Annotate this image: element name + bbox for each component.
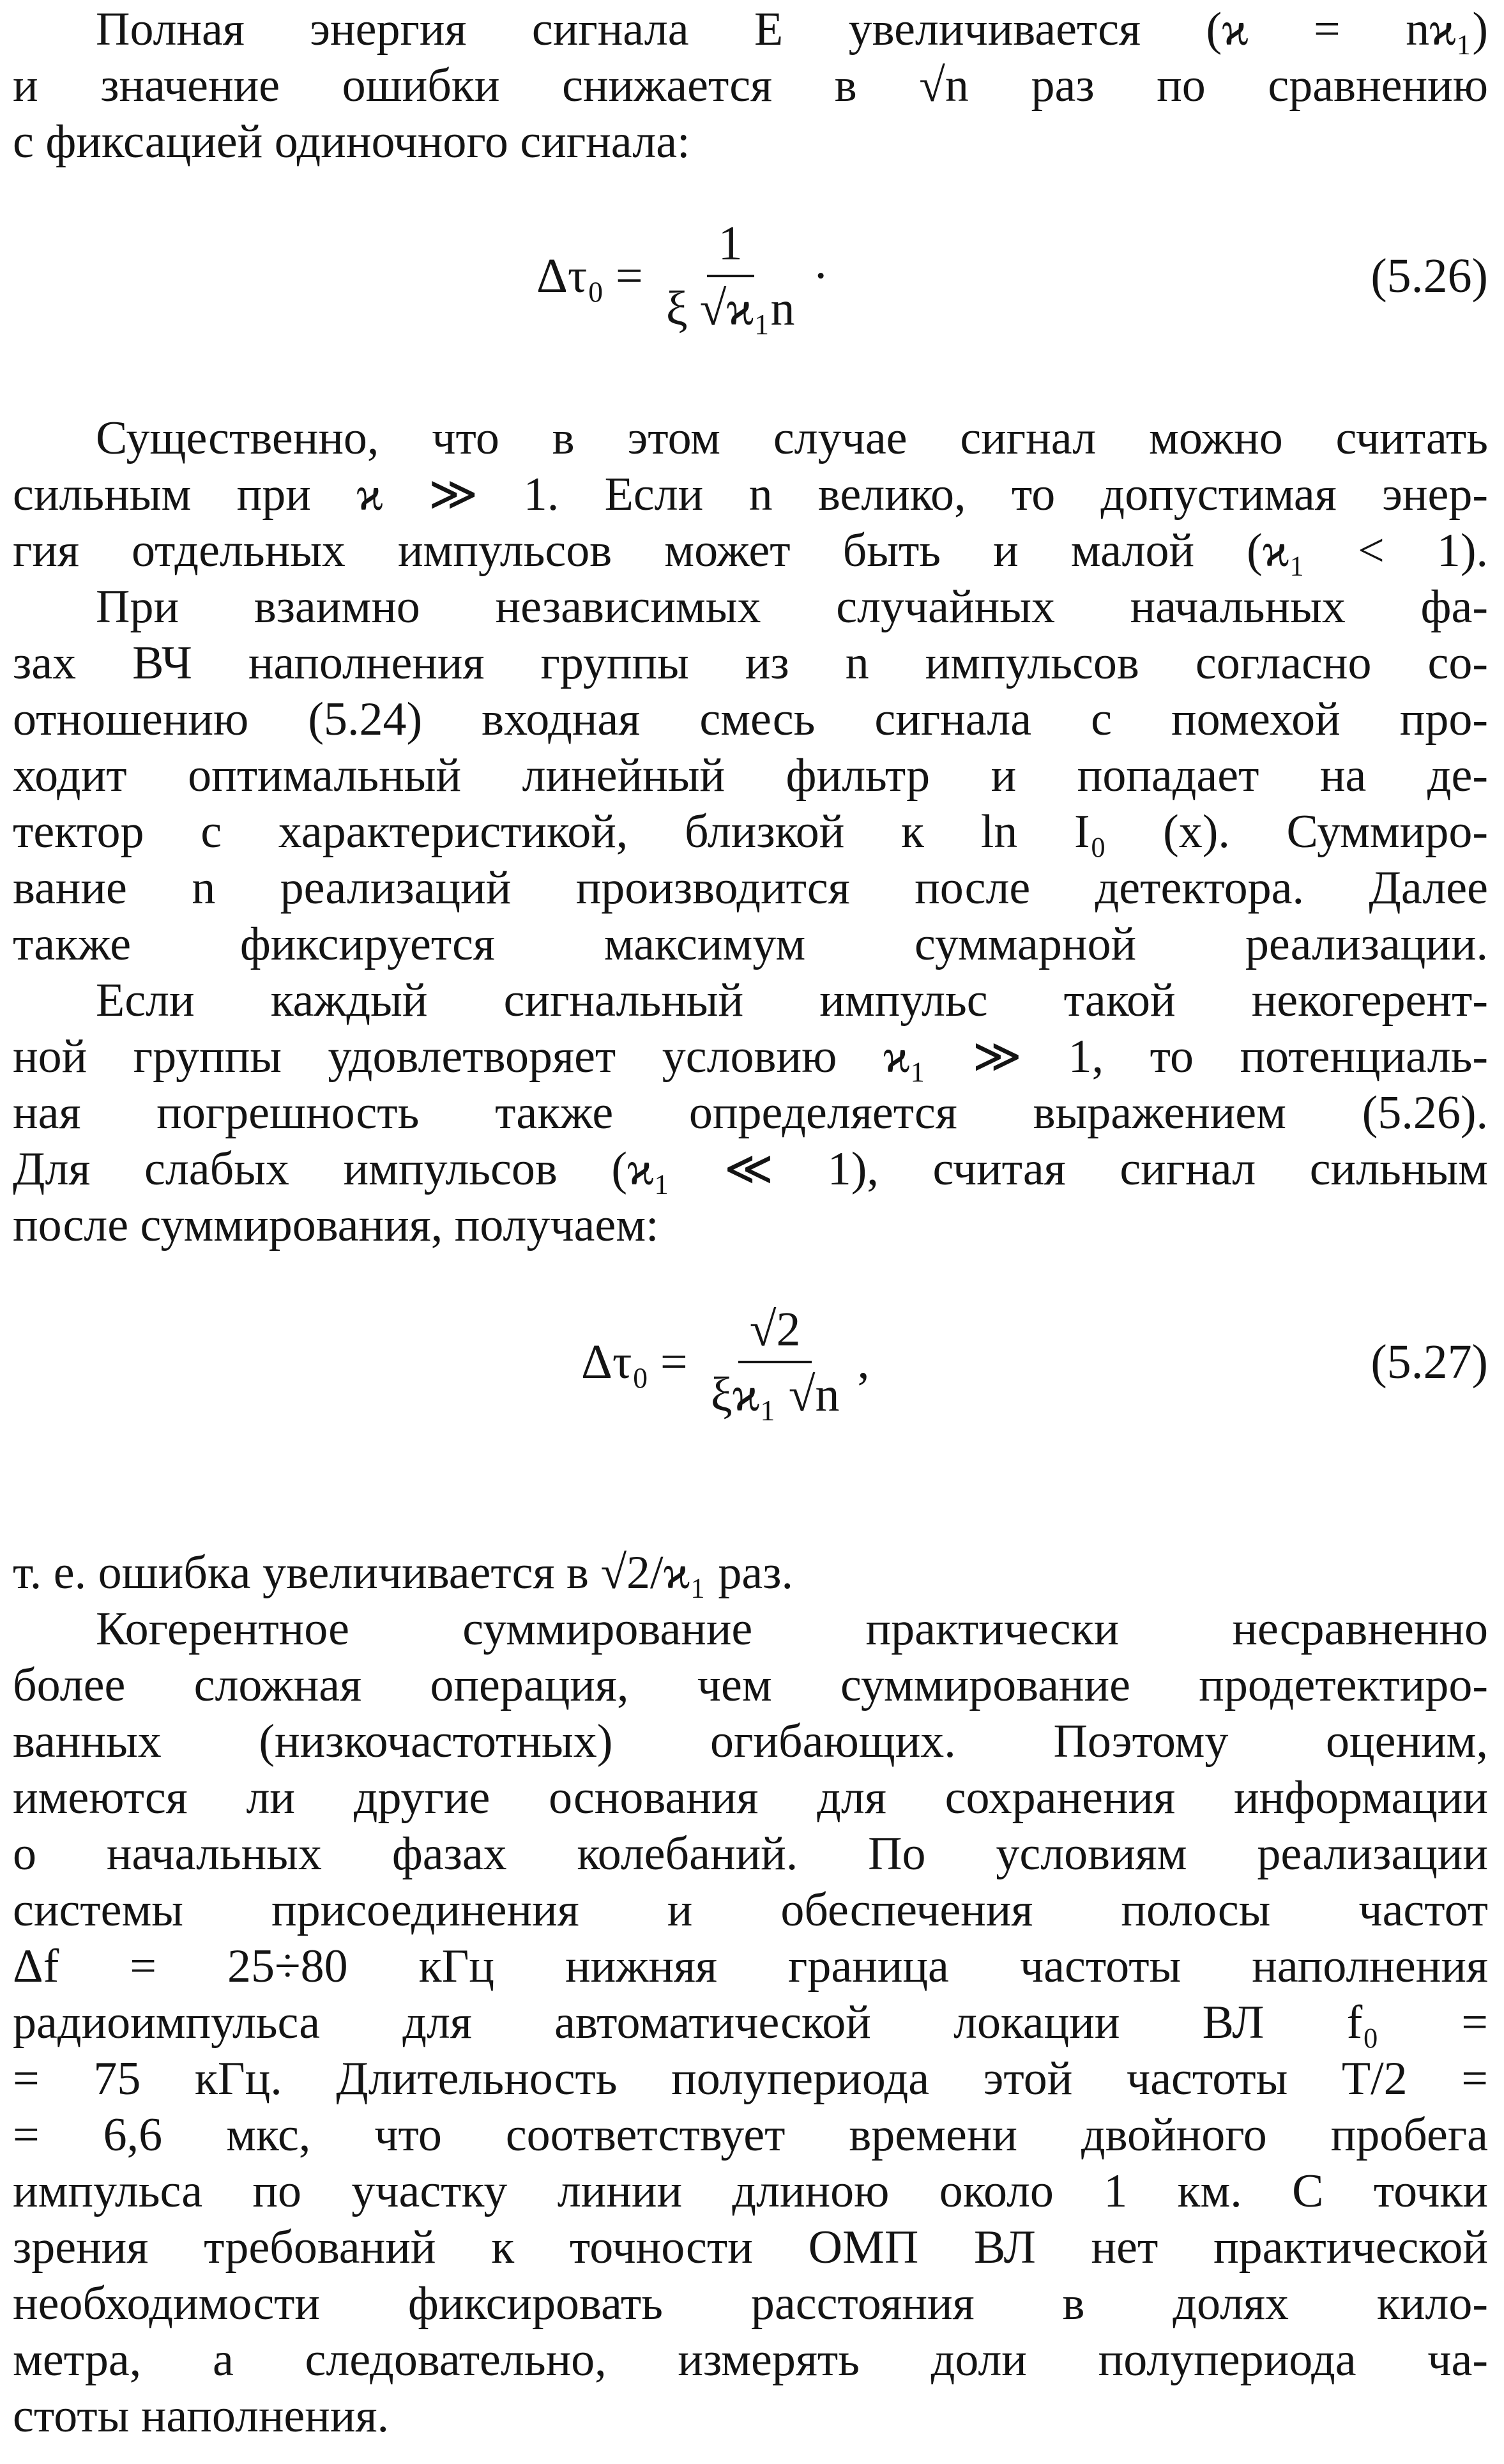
equals-sign: = bbox=[660, 1335, 688, 1389]
text-line: ванных (низкочастотных) огибающих. Поэтому оценим, bbox=[13, 1715, 1488, 1768]
fraction-numerator: 1 bbox=[707, 217, 754, 277]
equation-5-26 bbox=[13, 211, 1488, 351]
text-line: сильным при ϰ ≫ 1. Если n велико, то допустимая энер- bbox=[13, 468, 1488, 521]
text-line: Существенно, что в этом случае сигнал можно считать bbox=[96, 412, 1488, 464]
text-line: и значение ошибки снижается в √n раз по сравнению bbox=[13, 59, 1488, 112]
text-line: зах ВЧ наполнения группы из n импульсов согласно со- bbox=[13, 637, 1488, 689]
text-line: имеются ли другие основания для сохранения информации bbox=[13, 1771, 1488, 1824]
text-line: Если каждый сигнальный импульс такой некогерент- bbox=[96, 974, 1488, 1027]
text-line: Когерентное суммирование практически несравненно bbox=[96, 1603, 1488, 1655]
fraction-denominator: ξ √ϰ₁n bbox=[665, 281, 795, 335]
equation-lhs: Δτ₀ bbox=[581, 1335, 649, 1389]
text-line: с фиксацией одиночного сигнала: bbox=[13, 116, 690, 168]
text-line: радиоимпульса для автоматической локации ВЛ f₀ = bbox=[13, 1996, 1488, 2049]
text-line: ходит оптимальный линейный фильтр и попадает на де- bbox=[13, 749, 1488, 802]
fraction bbox=[699, 1303, 851, 1421]
text-line: импульса по участку линии длиною около 1 км. С точки bbox=[13, 2165, 1488, 2217]
fraction-numerator: √2 bbox=[738, 1303, 812, 1363]
text-line: зрения требований к точности ОМП ВЛ нет практической bbox=[13, 2221, 1488, 2274]
text-line: Δf = 25÷80 кГц нижняя граница частоты наполнения bbox=[13, 1940, 1488, 1993]
equation-punctuation: , bbox=[857, 1335, 870, 1389]
equation-number: (5.27) bbox=[1371, 1335, 1488, 1389]
text-line: тектор с характеристикой, близкой к ln I₀ (x). Суммиро- bbox=[13, 806, 1488, 858]
text-line: гия отдельных импульсов может быть и малой (ϰ₁ < 1). bbox=[13, 524, 1488, 577]
text-line: т. е. ошибка увеличивается в √2/ϰ₁ раз. bbox=[13, 1547, 793, 1599]
equation-punctuation: · bbox=[812, 249, 829, 303]
equation-number: (5.26) bbox=[1371, 249, 1488, 303]
text-line: ная погрешность также определяется выражением (5.26). bbox=[13, 1087, 1488, 1139]
equals-sign: = bbox=[615, 249, 643, 303]
text-line: При взаимно независимых случайных начальных фа- bbox=[96, 581, 1488, 633]
text-line: ной группы удовлетворяет условию ϰ₁ ≫ 1, то потенциаль- bbox=[13, 1030, 1488, 1083]
text-line: Для слабых импульсов (ϰ₁ ≪ 1), считая сигнал сильным bbox=[13, 1143, 1488, 1195]
text-line: более сложная операция, чем суммирование продетектиро- bbox=[13, 1659, 1488, 1711]
fraction-denominator: ξϰ₁ √n bbox=[710, 1367, 840, 1421]
text-line: вание n реализаций производится после детектора. Далее bbox=[13, 862, 1488, 914]
text-line: о начальных фазах колебаний. По условиям реализации bbox=[13, 1828, 1488, 1880]
text-line: отношению (5.24) входная смесь сигнала с помехой про- bbox=[13, 693, 1488, 746]
equation-5-27 bbox=[13, 1297, 1488, 1437]
fraction bbox=[655, 217, 807, 335]
text-line: = 6,6 мкс, что соответствует времени двойного пробега bbox=[13, 2109, 1488, 2161]
text-line: = 75 кГц. Длительность полупериода этой частоты T/2 = bbox=[13, 2053, 1488, 2105]
text-line: также фиксируется максимум суммарной реализации. bbox=[13, 918, 1488, 970]
text-line: Полная энергия сигнала E увеличивается (ϰ = nϰ₁) bbox=[96, 3, 1488, 56]
text-line: после суммирования, получаем: bbox=[13, 1199, 659, 1251]
text-line: метра, а следовательно, измерять доли полупериода ча- bbox=[13, 2334, 1488, 2386]
equation-lhs: Δτ₀ bbox=[536, 249, 604, 303]
text-line: системы присоединения и обеспечения полосы частот bbox=[13, 1884, 1488, 1936]
text-line: стоты наполнения. bbox=[13, 2390, 390, 2442]
text-line: необходимости фиксировать расстояния в долях кило- bbox=[13, 2277, 1488, 2330]
